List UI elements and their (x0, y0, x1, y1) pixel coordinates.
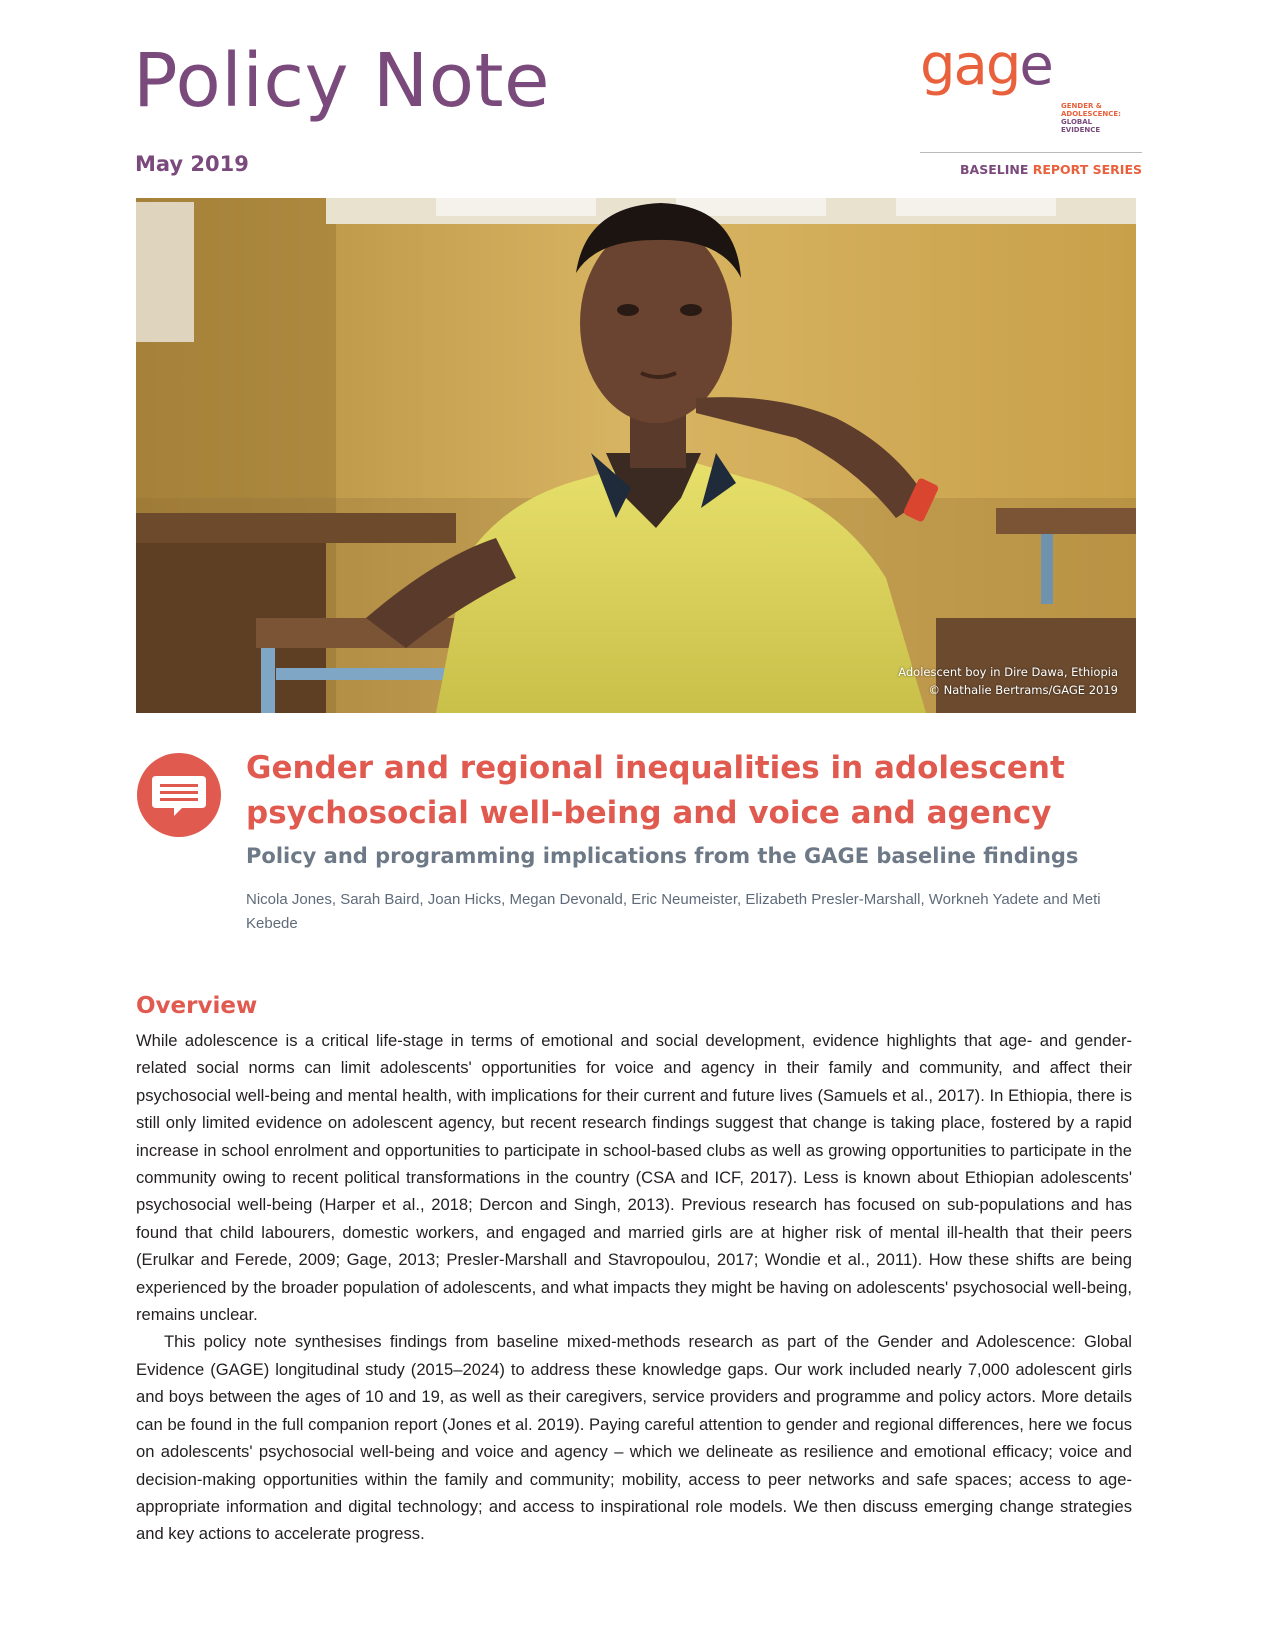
overview-paragraph: While adolescence is a critical life-stage in terms of emotional and social development, evidence highlights that age- and gender-related social norms can limit adolescents' opportunities for voice and agency in their family and community, and affect their psychosocial well-being and mental health, with implications for their current and future lives (Samuels et al., 2017). In Ethiopia, there is still only limited evidence on adolescent agency, but recent research findings suggest that change is taking place, fostered by a rapid increase in school enrolment and opportunities to participate in school-based clubs as well as growing opportunities to participate in the community owing to recent political transformations in the country (CSA and ICF, 2017). Less is known about Ethiopian adolescents' psychosocial well-being (Harper et al., 2018; Dercon and Singh, 2013). Previous research has focused on sub-populations and has found that child labourers, domestic workers, and engaged and married girls are at higher risk of mental ill-health that their peers (Erulkar and Ferede, 2009; Gage, 2013; Presler-Marshall and Stavropoulou, 2017; Wondie et al., 2011). How these shifts are being experienced by the broader population of adolescents, and what impacts they might be having on adolescents' psychosocial well-being, remains unclear. (136, 1031, 1132, 1325)
overview-heading: Overview (136, 993, 258, 1019)
note-headline: Gender and regional inequalities in adolescent psychosocial well-being and voice and agency (246, 750, 1065, 831)
cover-photo (136, 198, 1136, 713)
gage-logo (920, 33, 1142, 182)
author-list: Nicola Jones, Sarah Baird, Joan Hicks, Megan Devonald, Eric Neumeister, Elizabeth Presler-Marshall, Workneh Yadete and Meti Kebede (246, 891, 1101, 932)
report-series-label: BASELINE REPORT SERIES (960, 162, 1142, 177)
page-title: Policy Note (133, 38, 551, 124)
logo-wordmark: gage (920, 33, 1052, 98)
overview-body (136, 1027, 1132, 1548)
logo-divider (920, 152, 1142, 153)
photo-caption: Adolescent boy in Dire Dawa, Ethiopia © Nathalie Bertrams/GAGE 2019 (898, 665, 1118, 697)
logo-tagline: GENDER & ADOLESCENCE: GLOBAL EVIDENCE (1061, 102, 1121, 134)
note-subtitle: Policy and programming implications from the GAGE baseline findings (246, 844, 1079, 868)
overview-paragraph: This policy note synthesises findings from baseline mixed-methods research as part of the Gender and Adolescence: Global Evidence (GAGE) longitudinal study (2015–2024) to address these knowledge gaps. Our work included nearly 7,000 adolescent girls and boys between the ages of 10 and 19, as well as their caregivers, service providers and programme and policy actors. More details can be found in the full companion report (Jones et al. 2019). Paying careful attention to gender and regional differences, here we focus on adolescents' psychosocial well-being and voice and agency – which we delineate as resilience and emotional efficacy; voice and decision-making opportunities within the family and community; mobility, access to peer networks and safe spaces; access to age-appropriate information and digital technology; and access to inspirational role models. We then discuss emerging change strategies and key actions to accelerate progress. (136, 1332, 1132, 1544)
photo-illustration (136, 198, 1136, 713)
publication-date: May 2019 (135, 152, 249, 176)
speech-bubble-icon (136, 752, 222, 838)
